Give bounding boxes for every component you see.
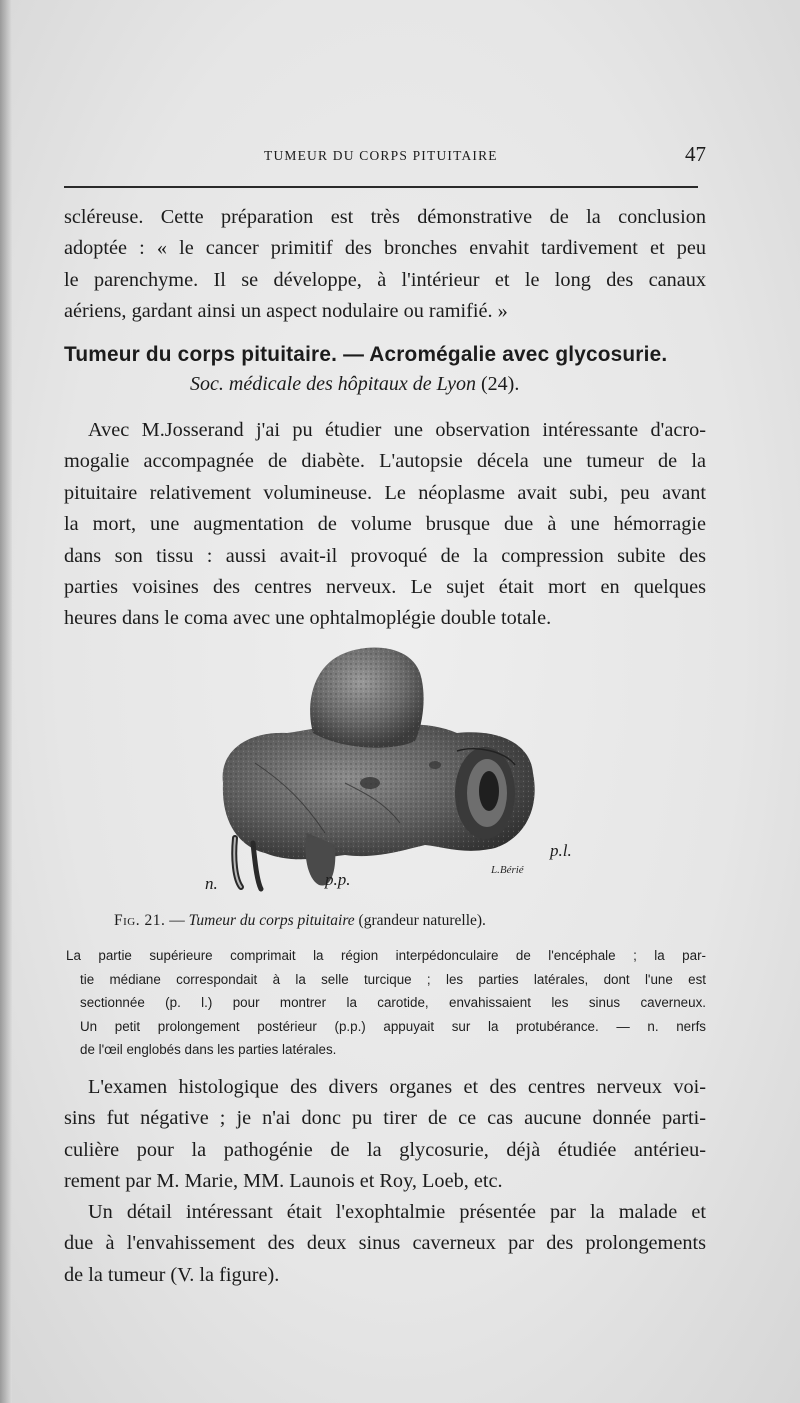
text-line: Avec M.Josserand j'ai pu étudier une observation intéressante d'acro-	[88, 419, 706, 441]
text-line: la mort, une augmentation de volume brusque due à une hémorragie	[64, 513, 706, 536]
text-line: sins fut négative ; je n'ai donc pu tirer de ce cas aucune donnée parti-	[64, 1107, 706, 1130]
running-title: TUMEUR DU CORPS PITUITAIRE	[264, 148, 498, 163]
text-line: culière pour la pathogénie de la glycosurie, déjà étudiée antérieu-	[64, 1138, 706, 1161]
paragraph-1	[64, 415, 706, 635]
caption-title: Tumeur du corps pituitaire	[188, 912, 355, 929]
page-binding-shadow	[0, 0, 12, 1403]
source-reference: (24).	[481, 373, 520, 395]
paragraph-2	[64, 1072, 706, 1198]
figure-caption	[114, 912, 486, 930]
text-line: rement par M. Marie, MM. Launois et Roy, Loeb, etc.	[64, 1170, 503, 1193]
tumor-illustration	[195, 633, 595, 903]
text-line: pituitaire relativement volumineuse. Le néoplasme avait subi, peu avant	[64, 481, 706, 504]
legend-line: de l'œil englobés dans les parties latérales.	[80, 1042, 337, 1058]
section-source	[190, 373, 519, 396]
text-line: Un détail intéressant était l'exophtalmie présentée par la malade et	[88, 1201, 706, 1223]
caption-dash: —	[169, 912, 185, 929]
legend-line: sectionnée (p. l.) pour montrer la carotide, envahissaient les sinus caverneux.	[80, 995, 706, 1011]
engraver-signature: L.Bérié	[491, 864, 524, 876]
text-line: adoptée : « le cancer primitif des bronches envahit tardivement et peu	[64, 237, 706, 260]
legend-line: La partie supérieure comprimait la région interpédonculaire de l'encéphale ; la par-	[66, 948, 706, 963]
text-line: de la tumeur (V. la figure).	[64, 1263, 280, 1286]
header-rule	[64, 186, 698, 188]
text-line: le parenchyme. Il se développe, à l'intérieur et le long des canaux	[64, 268, 706, 291]
page-number: 47	[685, 142, 706, 166]
page-header	[64, 142, 706, 170]
text-line: heures dans le coma avec une ophtalmoplégie double totale.	[64, 607, 552, 630]
source-journal: Soc. médicale des hôpitaux de Lyon	[190, 373, 476, 395]
label-pp: p.p.	[325, 870, 351, 889]
text-line: dans son tissu : aussi avait-il provoqué de la compression subite des	[64, 544, 706, 567]
figure-number: Fig. 21.	[114, 912, 166, 929]
text-line: parties voisines des centres nerveux. Le sujet était mort en quelques	[64, 576, 706, 599]
text-line: due à l'envahissement des deux sinus caverneux par des prolongements	[64, 1232, 706, 1255]
text-line: L'examen histologique des divers organes et des centres nerveux voi-	[88, 1076, 706, 1098]
carotid-section	[479, 771, 499, 811]
text-line: mogalie accompagnée de diabète. L'autopsie décela une tumeur de la	[64, 450, 706, 473]
figure-legend	[66, 944, 706, 1062]
label-pl: p.l.	[550, 841, 572, 860]
paragraph-3	[64, 1197, 706, 1291]
text-line: scléreuse. Cette préparation est très démonstrative de la conclusion	[64, 206, 706, 228]
caption-note: (grandeur naturelle).	[358, 912, 486, 929]
label-n: n.	[205, 874, 218, 893]
legend-line: tie médiane correspondait à la selle turcique ; les parties latérales, dont l'une est	[80, 971, 706, 987]
intro-paragraph	[64, 202, 706, 328]
text-line: aériens, gardant ainsi un aspect nodulaire ou ramifié. »	[64, 300, 508, 323]
section-title: Tumeur du corps pituitaire. — Acromégalie avec glycosurie.	[64, 343, 668, 366]
legend-line: Un petit prolongement postérieur (p.p.) appuyait sur la protubérance. — n. nerfs	[80, 1018, 706, 1034]
